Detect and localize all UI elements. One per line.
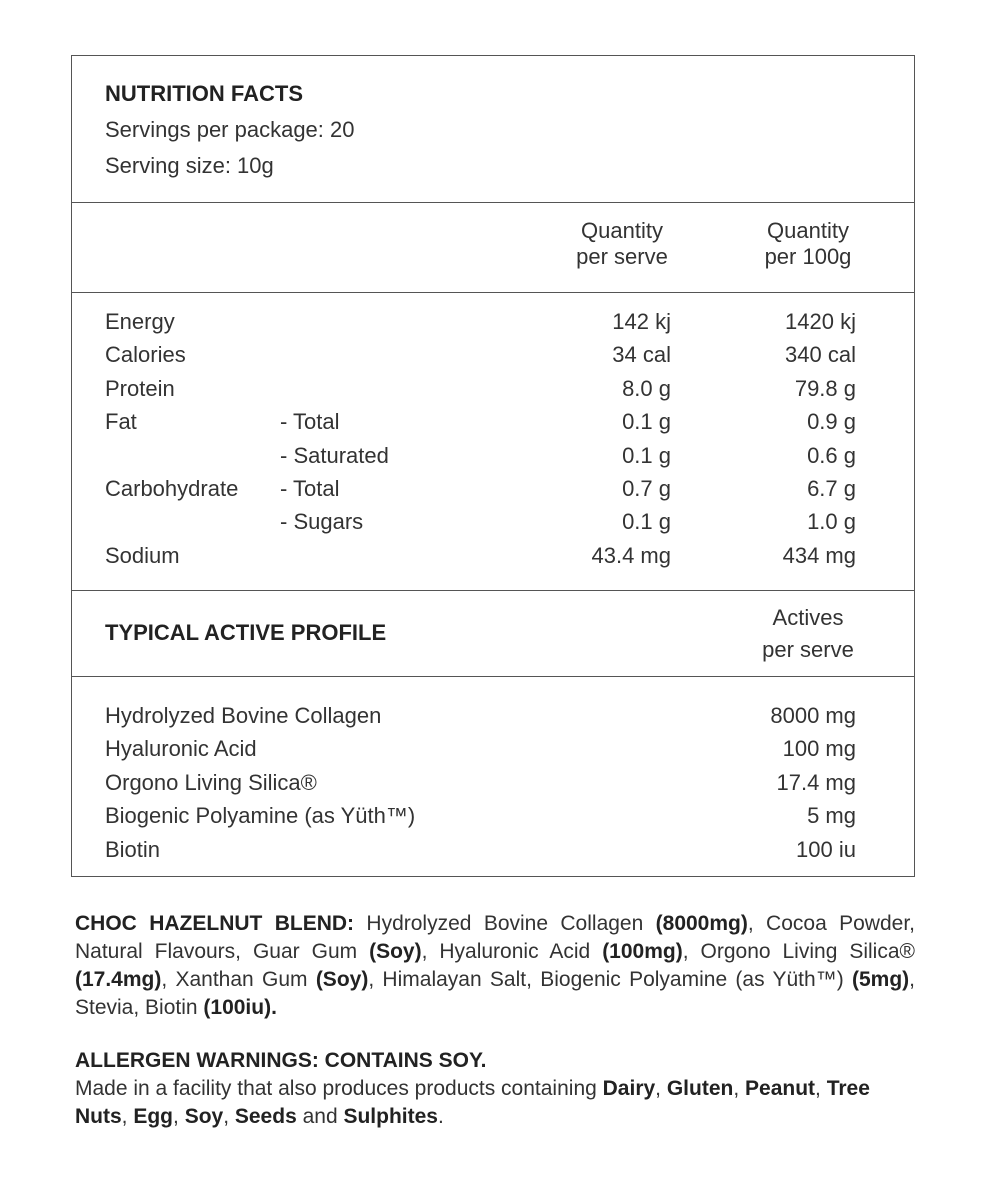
nutrition-row [72,405,914,438]
divider-active-header [72,676,914,677]
active-row [72,699,914,732]
nutrition-row [72,305,914,338]
allergen-plain: , [733,1077,746,1100]
active-name: Hyaluronic Acid [105,736,257,762]
blend-title: CHOC HAZELNUT BLEND: [75,912,355,935]
active-profile-title: TYPICAL ACTIVE PROFILE [105,620,387,645]
nutrient-name: Fat [105,409,137,435]
blend-text: , Himalayan Salt, Biogenic Polyamine (as Yüth™) [368,968,852,991]
allergen-bold: Gluten [666,1077,734,1100]
nutrient-per-100g: 340 cal [785,342,856,368]
nutrient-per-100g: 1420 kj [785,309,856,334]
active-name: Hydrolyzed Bovine Collagen [105,703,382,728]
active-row [72,766,914,799]
allergen-text [75,1075,915,1131]
col-header-per-100g-line2: per 100g [764,244,852,269]
nutrient-per-serve: 0.1 g [622,409,671,435]
nutrient-per-serve: 0.7 g [622,476,671,501]
divider-columns [72,292,914,293]
nutrient-name: Protein [105,375,175,401]
allergen-plain: and [296,1105,344,1128]
blend-bold: (100mg) [602,940,683,963]
col-header-per-serve [552,218,692,270]
allergen-bold: Egg [133,1105,174,1128]
allergen-bold: Dairy [602,1077,656,1100]
blend-ingredients [75,910,915,1022]
allergen-plain: , [121,1105,134,1128]
blend-text: Hydrolyzed Bovine Collagen [354,912,656,935]
nutrient-per-serve: 34 cal [612,342,671,368]
allergen-plain: Made in a facility that also produces products containing [75,1077,603,1100]
active-value: 17.4 mg [776,769,856,795]
nutrient-per-100g: 6.7 g [807,476,856,501]
blend-text: , Xanthan Gum [161,968,316,991]
nutrient-per-100g: 1.0 g [807,509,856,535]
active-row [72,799,914,832]
active-value: 100 mg [782,736,856,762]
nutrient-subtype: - Total [280,409,340,435]
col-header-actives-line1: Actives [772,605,844,630]
divider-header [72,202,914,203]
blend-text: , Hyaluronic Acid [421,940,603,963]
nutrient-per-100g: 0.6 g [807,442,856,468]
nutrient-per-serve: 43.4 mg [591,542,671,568]
allergen-plain: . [437,1105,444,1128]
allergen-bold: Sulphites [343,1105,438,1128]
allergen-bold: Peanut [745,1077,816,1100]
nutrition-row [72,372,914,405]
nutrition-row [72,505,914,538]
blend-bold: (100iu). [203,996,277,1019]
nutrient-name: Sodium [105,542,180,568]
allergen-plain: , [223,1105,235,1128]
col-header-actives-line2: per serve [762,637,854,662]
col-header-per-100g [738,218,878,270]
nutrition-row [72,439,914,472]
active-name: Biotin [105,836,161,862]
servings-per-package: Servings per package: 20 [105,117,355,142]
nutrient-subtype: - Total [280,476,340,501]
blend-text: , Orgono Living Silica® [682,940,915,963]
col-header-per-serve-line2: per serve [576,244,668,269]
blend-bold: (Soy) [315,968,369,991]
allergen-bold: Seeds [234,1105,297,1128]
nutrition-panel [71,55,915,877]
nutrition-row [72,539,914,572]
nutrient-name: Calories [105,342,186,368]
allergen-bold: Soy [184,1105,224,1128]
nutrition-row [72,338,914,371]
blend-text: , Cocoa Powder, Natural Flavours, Guar Gum [75,912,916,963]
nutrition-title: NUTRITION FACTS [105,81,303,106]
nutrient-subtype: - Saturated [280,442,389,468]
blend-text: , Stevia, Biotin [75,968,915,1019]
active-name: Orgono Living Silica® [105,769,317,795]
active-row [72,732,914,765]
nutrient-per-serve: 142 kj [612,309,671,334]
nutrient-per-100g: 0.9 g [807,409,856,435]
nutrient-per-serve: 8.0 g [622,375,671,401]
active-value: 8000 mg [770,703,856,728]
nutrient-per-serve: 0.1 g [622,509,671,535]
nutrient-name: Energy [105,309,175,334]
nutrient-per-100g: 434 mg [782,542,856,568]
active-value: 5 mg [807,803,856,829]
col-header-per-100g-line1: Quantity [767,218,849,243]
nutrient-per-serve: 0.1 g [622,442,671,468]
allergen-plain: , [173,1105,185,1128]
nutrient-name: Carbohydrate [105,476,239,501]
col-header-per-serve-line1: Quantity [581,218,663,243]
active-value: 100 iu [796,836,856,862]
nutrient-subtype: - Sugars [280,509,364,535]
active-row [72,833,914,866]
col-header-actives [738,602,878,666]
blend-bold: (17.4mg) [75,968,162,991]
nutrition-row [72,472,914,505]
allergen-bold: Tree Nuts [75,1077,870,1128]
blend-bold: (8000mg) [655,912,748,935]
divider-nutrition [72,590,914,591]
nutrient-per-100g: 79.8 g [794,375,856,401]
allergen-plain: , [815,1077,827,1100]
allergen-title: ALLERGEN WARNINGS: CONTAINS SOY. [75,1049,487,1072]
serving-size: Serving size: 10g [105,153,274,178]
allergen-plain: , [655,1077,667,1100]
active-name: Biogenic Polyamine (as Yüth™) [105,803,416,829]
blend-bold: (Soy) [369,940,422,963]
blend-bold: (5mg) [851,968,910,991]
